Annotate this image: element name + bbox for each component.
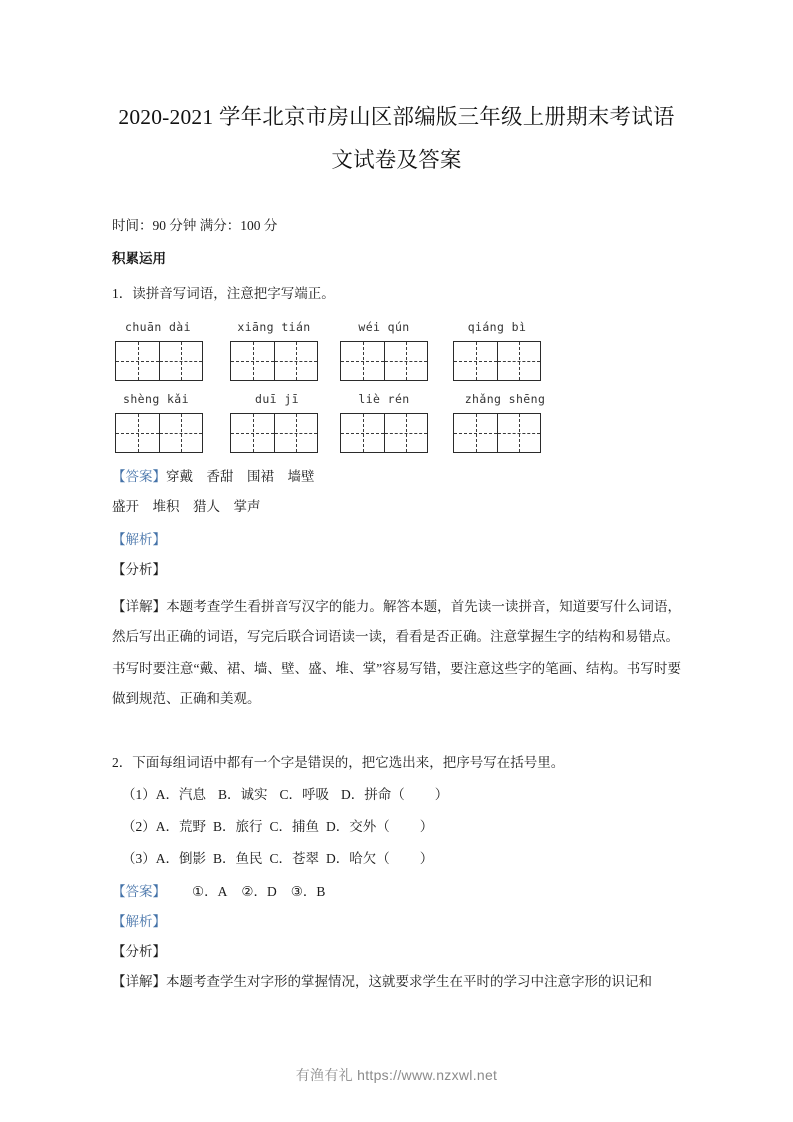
exam-meta-info: 时间：90 分钟 满分：100 分 <box>112 218 278 233</box>
pinyin-label: zhǎng shēng <box>464 392 546 406</box>
fenxi-tag: 【分析】 <box>112 562 166 577</box>
writing-grid-cell[interactable] <box>497 342 540 380</box>
writing-grid-group[interactable] <box>340 413 428 453</box>
writing-grid-group[interactable] <box>230 341 318 381</box>
writing-grid-cell[interactable] <box>454 342 497 380</box>
footer-watermark: 有渔有礼 https://www.nzxwl.net <box>295 1067 498 1083</box>
fenxi-tag: 【分析】 <box>112 944 166 959</box>
answer-item-3: ③．B <box>290 884 326 899</box>
writing-grid-group[interactable] <box>115 413 203 453</box>
analysis-tag: 【解析】 <box>112 914 166 929</box>
option-c[interactable]: C．苍翠 <box>269 851 320 866</box>
option-a[interactable]: A．荒野 <box>155 819 206 834</box>
answer-text: 穿戴 香甜 围裙 墙壁 <box>166 469 315 484</box>
writing-grid-cell[interactable] <box>341 414 384 452</box>
question-1-analysis-tag <box>112 517 681 550</box>
paren-close: ） <box>419 819 434 834</box>
option-d[interactable]: D．交外（ <box>326 819 390 834</box>
writing-grid-cell[interactable] <box>384 342 427 380</box>
writing-grid-group[interactable] <box>453 413 541 453</box>
writing-grid-cell[interactable] <box>116 342 159 380</box>
option-b[interactable]: B．鱼民 <box>213 851 263 866</box>
answer-tag: 【答案】 <box>112 884 166 899</box>
answer-item-1: ①．A <box>192 884 228 899</box>
pinyin-label: liè rén <box>358 392 410 406</box>
option-a[interactable]: A．倒影 <box>155 851 206 866</box>
option-a[interactable]: A．汽息 <box>155 787 206 802</box>
pinyin-labels-row-1 <box>112 320 681 338</box>
option-b[interactable]: B．旅行 <box>213 819 263 834</box>
option-b[interactable]: B．诚实 <box>218 787 268 802</box>
writing-grid-group[interactable] <box>340 341 428 381</box>
writing-grid-cell[interactable] <box>384 414 427 452</box>
paren-close: ） <box>434 787 449 802</box>
section-heading: 积累运用 <box>112 251 166 266</box>
question-2-analysis-tag <box>112 902 681 932</box>
question-2-stem: 2．下面每组词语中都有一个字是错误的，把它选出来，把序号写在括号里。 <box>112 755 565 770</box>
question-2-explanation: 【详解】本题考查学生对字形的掌握情况，这就要求学生在平时的学习中注意字形的识记和 <box>112 974 652 989</box>
writing-grid-cell[interactable] <box>454 414 497 452</box>
option-number: （2） <box>122 819 156 834</box>
paren-close: ） <box>419 851 434 866</box>
option-d[interactable]: D．哈欠（ <box>326 851 390 866</box>
question-1-answer-line-1 <box>112 454 681 487</box>
pinyin-label: duī jī <box>255 392 299 406</box>
pinyin-label: wéi qún <box>358 320 410 334</box>
pinyin-labels-row-2 <box>112 392 681 410</box>
option-number: （3） <box>122 851 156 866</box>
writing-grid-group[interactable] <box>453 341 541 381</box>
answer-item-2: ②．D <box>241 884 277 899</box>
writing-grid-cell[interactable] <box>159 414 202 452</box>
option-number: （1） <box>122 787 156 802</box>
pinyin-block-1 <box>112 304 681 382</box>
writing-grid-cell[interactable] <box>116 414 159 452</box>
question-2-option-row <box>112 837 681 869</box>
analysis-tag: 【解析】 <box>112 532 166 547</box>
question-1-fenxi-tag <box>112 550 681 580</box>
writing-grid-cell[interactable] <box>274 414 317 452</box>
writing-grid-cell[interactable] <box>341 342 384 380</box>
writing-grid-cell[interactable] <box>231 414 274 452</box>
question-1-explanation: 【详解】本题考查学生看拼音写汉字的能力。解答本题，首先读一读拼音，知道要写什么词语，然后写出正确的词语，写完后联合词语读一读，看看是否正确。注意掌握生字的结构和易错点。 <box>112 599 681 644</box>
option-c[interactable]: C．捕鱼 <box>269 819 320 834</box>
option-d[interactable]: D．拼命（ <box>341 787 405 802</box>
pinyin-label: xiāng tián <box>237 320 311 334</box>
question-2-answer-line <box>112 869 681 902</box>
pinyin-label: chuān dài <box>125 320 191 334</box>
option-c[interactable]: C．呼吸 <box>279 787 330 802</box>
writing-grid-group[interactable] <box>230 413 318 453</box>
writing-grid-cell[interactable] <box>159 342 202 380</box>
answer-text: 盛开 堆积 猎人 掌声 <box>112 499 261 514</box>
question-2-option-row <box>112 773 681 805</box>
writing-grid-row-1 <box>112 341 681 382</box>
pinyin-label: qiáng bì <box>467 320 527 334</box>
writing-grid-cell[interactable] <box>497 414 540 452</box>
writing-grid-cell[interactable] <box>231 342 274 380</box>
pinyin-label: shèng kǎi <box>123 392 189 406</box>
page-title: 2020-2021 学年北京市房山区部编版三年级上册期末考试语文试卷及答案 <box>118 105 675 172</box>
question-2-option-row <box>112 805 681 837</box>
writing-grid-group[interactable] <box>115 341 203 381</box>
question-2-block <box>112 714 681 992</box>
writing-grid-row-2 <box>112 413 681 454</box>
pinyin-block-2 <box>112 382 681 454</box>
answer-tag: 【答案】 <box>112 469 166 484</box>
question-1-answer-line-2 <box>112 487 681 517</box>
question-1-explanation-2: 书写时要注意“戴、裙、墙、壁、盛、堆、掌”容易写错，要注意这些字的笔画、结构。书写时要做到规范、正确和美观。 <box>112 661 681 706</box>
writing-grid-cell[interactable] <box>274 342 317 380</box>
question-1-stem: 1．读拼音写词语，注意把字写端正。 <box>112 286 335 301</box>
question-2-fenxi-tag <box>112 932 681 962</box>
